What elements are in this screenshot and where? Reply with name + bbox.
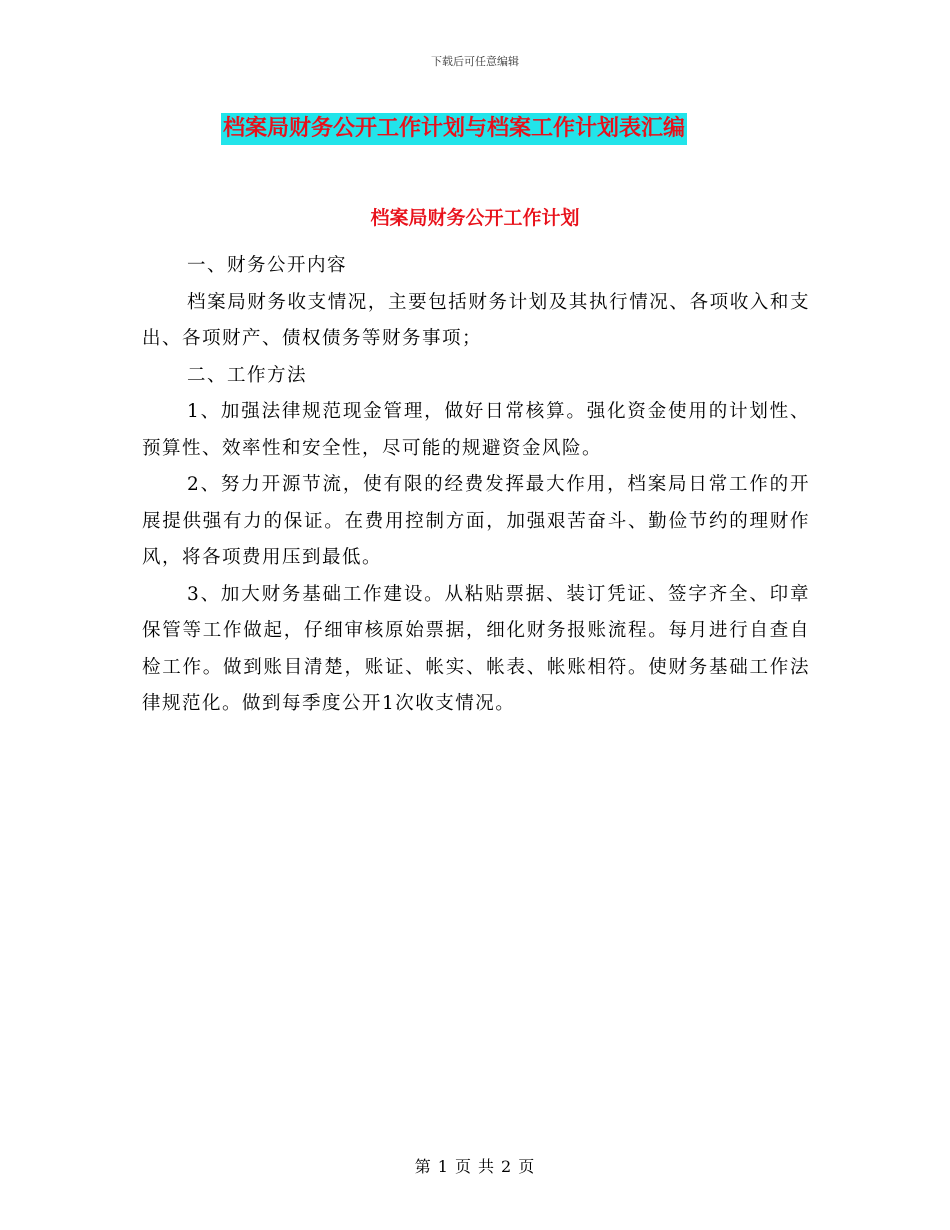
section-heading: 二、工作方法	[187, 364, 308, 386]
paragraph: 3、加大财务基础工作建设。从粘贴票据、装订凭证、签字齐全、印章保管等工作做起，仔细审核原始票据，细化财务报账流程。每月进行自查自检工作。做到账目清楚，账证、帐实、帐表、帐账相符。使财务基础工作法律规范化。做到每季度公开1次收支情况。	[142, 583, 810, 714]
section-heading: 一、财务公开内容	[187, 255, 348, 276]
page-footer	[0, 1154, 950, 1177]
footer-di: 第	[414, 1157, 432, 1176]
paragraph: 2、努力开源节流，使有限的经费发挥最大作用，档案局日常工作的开展提供强有力的保证。在费用控制方面，加强艰苦奋斗、勤俭节约的理财作风，将各项费用压到最低。	[142, 474, 810, 568]
footer-ye: 页	[454, 1157, 472, 1176]
footer-ye: 页	[518, 1157, 536, 1176]
header-note: 下载后可任意编辑	[431, 55, 519, 68]
paragraph: 档案局财务收支情况，主要包括财务计划及其执行情况、各项收入和支出、各项财产、债权债务等财务事项；	[142, 291, 810, 349]
document-title: 档案局财务公开工作计划与档案工作计划表汇编	[221, 113, 687, 145]
document-body	[142, 248, 810, 723]
footer-gong: 共	[478, 1157, 496, 1176]
page-total: 2	[501, 1157, 513, 1176]
paragraph: 1、加强法律规范现金管理，做好日常核算。强化资金使用的计划性、预算性、效率性和安全性，尽可能的规避资金风险。	[142, 401, 810, 459]
section-title: 档案局财务公开工作计划	[370, 207, 580, 229]
page-number: 1	[437, 1157, 449, 1176]
